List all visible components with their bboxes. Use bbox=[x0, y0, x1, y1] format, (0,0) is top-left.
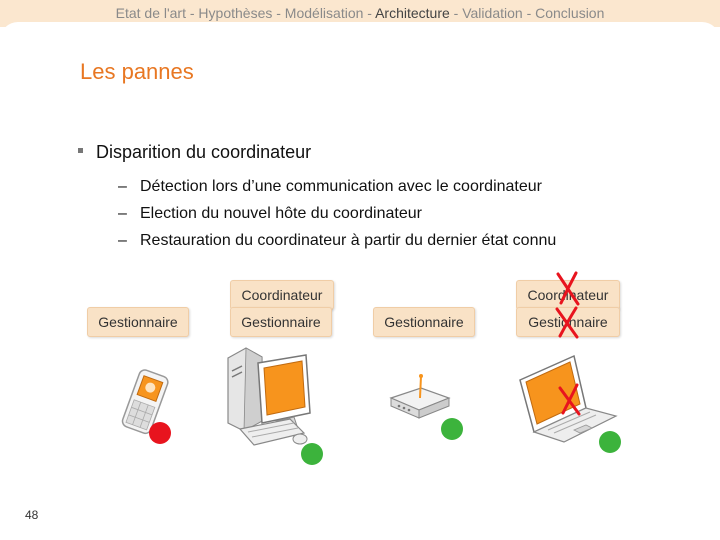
status-up-icon bbox=[598, 430, 622, 454]
square-bullet-icon bbox=[78, 148, 83, 153]
manager-box-router: Gestionnaire bbox=[373, 307, 475, 337]
subitem-text: Election du nouvel hôte du coordinateur bbox=[140, 205, 422, 222]
wireless-router-icon bbox=[385, 372, 455, 422]
coordinator-box-desktop: Coordinateur bbox=[230, 280, 334, 310]
status-up-icon bbox=[300, 442, 324, 466]
page-number: 48 bbox=[25, 508, 39, 522]
bullet-text: Disparition du coordinateur bbox=[96, 142, 312, 162]
header-curve bbox=[0, 22, 720, 52]
dash-marker: – bbox=[118, 232, 127, 249]
dash-marker: – bbox=[118, 205, 127, 222]
coordinator-failure-cross-icon bbox=[552, 270, 584, 308]
slide-title: Les pannes bbox=[80, 59, 194, 84]
section-navigation bbox=[0, 5, 720, 21]
status-up-icon bbox=[440, 417, 464, 441]
nav-after: - Validation - Conclusion bbox=[449, 5, 605, 21]
subitem-text: Détection lors d’une communication avec le coordinateur bbox=[140, 178, 542, 195]
status-down-icon bbox=[148, 421, 172, 445]
dash-marker: – bbox=[118, 178, 127, 195]
laptop-failure-cross-icon bbox=[555, 382, 585, 418]
manager-box-desktop: Gestionnaire bbox=[230, 307, 332, 337]
nav-before: Etat de l'art - Hypothèses - Modélisation - bbox=[115, 5, 376, 21]
desktop-computer-icon bbox=[218, 343, 328, 453]
nav-active-section: Architecture bbox=[375, 5, 450, 21]
manager-box-laptop: Gestionnaire bbox=[516, 307, 620, 337]
manager-failure-cross-icon bbox=[552, 305, 584, 341]
manager-box-phone: Gestionnaire bbox=[87, 307, 189, 337]
coordinator-box-laptop: Coordinateur bbox=[516, 280, 620, 310]
subitem-text: Restauration du coordinateur à partir du dernier état connu bbox=[140, 232, 557, 249]
